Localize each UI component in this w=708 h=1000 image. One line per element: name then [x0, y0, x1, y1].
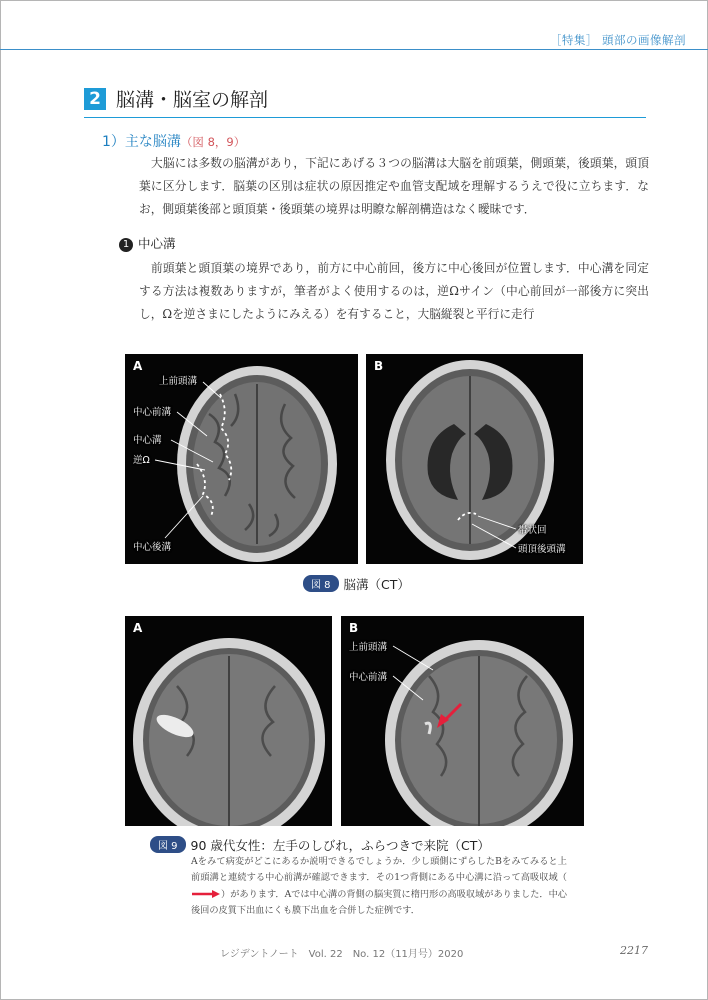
- section-title: 脳溝・脳室の解剖: [116, 89, 269, 111]
- fig8a-label: A: [133, 359, 143, 373]
- header-rule: [0, 49, 708, 50]
- fig9b-annotation-superior-frontal-sulcus: 上前頭溝: [349, 642, 388, 653]
- fig8b-annotation-cingulate: 帯状回: [518, 525, 547, 536]
- fig9a-label: A: [133, 621, 143, 635]
- fig9a-ct-image: [125, 616, 332, 826]
- subsection-figure-ref[interactable]: （図 8，9）: [180, 135, 246, 149]
- fig9-caption-body-part2: ）があります．Aでは中心溝の背側の脳実質に楕円形の高吸収域がありました．中心後回の皮質下出血にくも膜下出血を合併した症例です．: [191, 888, 567, 916]
- fig9-panel-a: [125, 616, 332, 826]
- fig8a-annotation-superior-frontal-sulcus: 上前頭溝: [159, 376, 198, 387]
- fig8b-ct-image: [366, 354, 583, 564]
- fig9b-annotation-precentral-sulcus: 中心前溝: [349, 672, 388, 683]
- journal-footer: レジデントノート Vol. 22 No. 12（11月号）2020: [220, 949, 464, 960]
- fig8a-annotation-inverted-omega: 逆Ω: [133, 455, 150, 466]
- fig8a-annotation-precentral-sulcus: 中心前溝: [133, 407, 172, 418]
- section-rule: [84, 117, 646, 118]
- paragraph-central-sulcus: 前頭葉と頭頂葉の境界であり，前方に中心前回，後方に中心後回が位置します．中心溝を同定する方法は複数ありますが，筆者がよく使用するのは，逆Ωサイン（中心前回が一部後方に突出し，Ωを逆さまにしたようにみえる）を有すること，大脳縦裂と平行に走行: [139, 261, 649, 321]
- subsection-title: [102, 131, 245, 151]
- fig9b-label: B: [349, 621, 359, 635]
- fig8-caption: [303, 575, 410, 593]
- fig9-caption-body: [191, 854, 567, 919]
- red-arrow-icon: [191, 889, 221, 899]
- fig8-panel-b: [366, 354, 583, 564]
- subsection-label: 1）主な脳溝: [102, 134, 181, 150]
- paragraph-intro: 大脳には多数の脳溝があり，下記にあげる３つの脳溝は大脳を前頭葉，側頭葉，後頭葉，頭頂葉に区分します．脳葉の区別は症状の原因推定や血管支配域を理解するうえで役に立ちます．なお，側頭葉後部と頭頂葉・後頭葉の境界は明瞭な解剖構造はなく曖昧です．: [139, 156, 649, 216]
- fig8-caption-tag: 図 8: [303, 575, 339, 592]
- fig8a-annotation-central-sulcus: 中心溝: [133, 435, 162, 446]
- fig8-panel-a: [125, 354, 358, 564]
- fig9-caption-body-part1: Aをみて病変がどこにあるか説明できるでしょうか．少し頭側にずらしたBをみてみると上前頭溝と連続する中心前溝が確認できます．その1つ背側にある中心溝に沿って高吸収域（: [191, 856, 567, 884]
- fig8-caption-text: 脳溝（CT）: [343, 577, 410, 592]
- page-number: 2217: [620, 944, 648, 957]
- item-title: 中心溝: [138, 236, 176, 251]
- fig9-caption-tag: 図 9: [150, 836, 186, 853]
- fig9-caption: [150, 836, 490, 854]
- item-number: 1: [119, 238, 133, 252]
- fig9-panel-b: [341, 616, 584, 826]
- fig8b-label: B: [374, 359, 384, 373]
- running-header: ［特集］ 頭部の画像解剖: [549, 33, 686, 47]
- fig8b-annotation-parieto-occipital-sulcus: 頭頂後頭溝: [518, 544, 566, 555]
- item-heading: [119, 234, 176, 252]
- section-number: 2: [84, 88, 106, 110]
- fig9-caption-text: 90 歳代女性：左手のしびれ，ふらつきで来院（CT）: [190, 838, 490, 853]
- fig8a-annotation-postcentral-sulcus: 中心後溝: [133, 542, 172, 553]
